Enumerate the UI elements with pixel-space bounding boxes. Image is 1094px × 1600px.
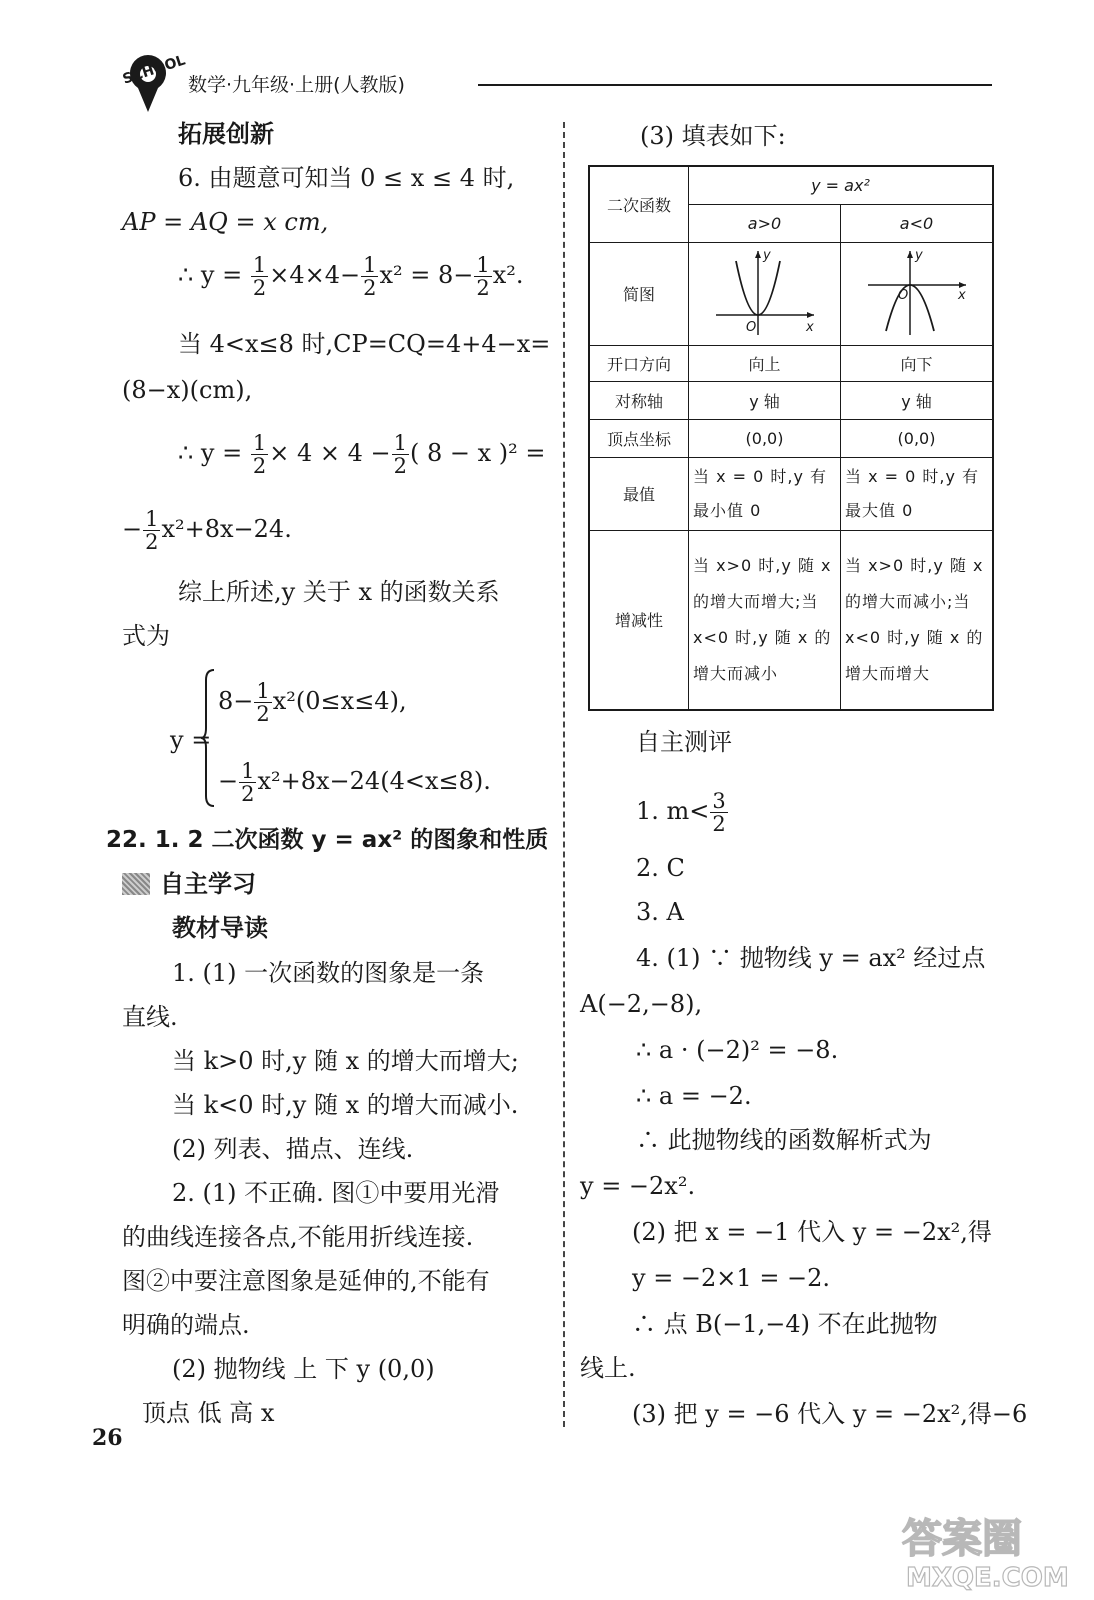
extreme-positive: 当 x = 0 时,y 有最小值 0: [689, 457, 841, 530]
page-number: 26: [92, 1425, 123, 1451]
right-line: (2) 把 x = −1 代入 y = −2x²,得: [632, 1218, 992, 1246]
row-axis-label: 对称轴: [589, 381, 689, 419]
left-line: 当 k<0 时,y 随 x 的增大而减小.: [172, 1091, 519, 1119]
th-expression: y = ax²: [689, 166, 994, 204]
left-line: 图②中要注意图象是延伸的,不能有: [122, 1267, 490, 1295]
heading-jiaocai: 教材导读: [172, 914, 268, 942]
row-open-label: 开口方向: [589, 345, 689, 381]
heading-tuozhan: 拓展创新: [178, 120, 274, 148]
left-line: 明确的端点.: [122, 1311, 250, 1339]
vertex-positive: (0,0): [689, 419, 841, 457]
row-vertex-label: 顶点坐标: [589, 419, 689, 457]
section-marker: [122, 873, 150, 895]
th-a-positive: a>0: [689, 204, 841, 242]
right-line: ∴ 点 B(−1,−4) 不在此抛物: [632, 1310, 938, 1338]
graph-x-label: x: [805, 319, 814, 335]
axis-positive: y 轴: [689, 381, 841, 419]
piecewise-case-2: − $\frac{1}{2}$ x²+8x−24(4<x≤8).: [218, 759, 491, 807]
piecewise-brace: [200, 668, 216, 808]
right-line: y = −2x².: [580, 1172, 696, 1200]
watermark-top: 答案圈: [902, 1516, 1022, 1562]
q6-line-9: 式为: [122, 622, 170, 650]
graph-origin-label: O: [745, 319, 756, 335]
watermark-logo: [896, 1508, 1076, 1592]
row-graph-label: 简图: [589, 242, 689, 345]
right-line: 2. C: [636, 854, 685, 882]
axis-negative: y 轴: [841, 381, 994, 419]
table-intro: (3) 填表如下:: [640, 122, 786, 150]
open-positive: 向上: [689, 345, 841, 381]
right-line: 4. (1) ∵ 抛物线 y = ax² 经过点: [636, 944, 986, 972]
graph-down: [841, 242, 994, 345]
answer-1: 1. m< $\frac{3}{2}$: [636, 789, 726, 837]
column-divider: [563, 122, 565, 1427]
header-rule: [478, 84, 992, 86]
row-monotonic-label: 增减性: [589, 530, 689, 710]
right-line: ∴ a · (−2)² = −8.: [636, 1036, 839, 1064]
q6-line-4: 当 4<x≤8 时,CP=CQ=4+4−x=: [178, 330, 551, 358]
right-line: ∴ a = −2.: [636, 1082, 752, 1110]
right-line: (3) 把 y = −6 代入 y = −2x²,得−6: [632, 1400, 1028, 1428]
left-line: 2. (1) 不正确. 图①中要用光滑: [172, 1179, 500, 1207]
heading-zizhu-ceping: 自主测评: [636, 728, 732, 756]
logo-text: SCHOOL: [120, 52, 188, 88]
graph-origin-label: O: [897, 287, 908, 303]
section-title: 22. 1. 2 二次函数 y = ax² 的图象和性质: [106, 827, 549, 853]
right-line: 线上.: [580, 1354, 636, 1382]
right-line: 3. A: [636, 898, 684, 926]
open-negative: 向下: [841, 345, 994, 381]
left-line: 顶点 低 高 x: [142, 1399, 275, 1427]
right-line: y = −2×1 = −2.: [632, 1264, 831, 1292]
q6-line-1: 6. 由题意可知当 0 ≤ x ≤ 4 时,: [178, 164, 515, 192]
parabola-up-graph: [710, 245, 820, 339]
parabola-down-graph: [862, 245, 972, 339]
monotonic-positive: 当 x>0 时,y 随 x 的增大而增大;当 x<0 时,y 随 x 的增大而减小: [689, 530, 841, 710]
q6-line-8: 综上所述,y 关于 x 的函数关系: [178, 578, 500, 606]
running-header: 数学·九年级·上册(人教版): [188, 74, 405, 96]
graph-x-label: x: [957, 287, 966, 303]
heading-zizhu-xuexi: 自主学习: [122, 868, 256, 900]
q6-formula-1: ∴ y = $\frac{1}{2}$ ×4×4− $\frac{1}{2}$ x² = 8− $\frac{1}{2}$ x².: [178, 253, 524, 301]
th-function: 二次函数: [589, 166, 689, 242]
right-line: A(−2,−8),: [580, 990, 703, 1018]
left-line: 的曲线连接各点,不能用折线连接.: [122, 1223, 474, 1251]
graph-up: [689, 242, 841, 345]
right-line: ∴ 此抛物线的函数解析式为: [636, 1126, 932, 1154]
monotonic-negative: 当 x>0 时,y 随 x 的增大而减小;当 x<0 时,y 随 x 的增大而增大: [841, 530, 994, 710]
left-line: 1. (1) 一次函数的图象是一条: [172, 959, 485, 987]
q6-line-5: (8−x)(cm),: [122, 376, 253, 404]
watermark-bottom: MXQE.COM: [906, 1563, 1069, 1592]
q6-formula-2: ∴ y = $\frac{1}{2}$ × 4 × 4 − $\frac{1}{2}$ ( 8 − x )² =: [178, 431, 546, 479]
row-extreme-label: 最值: [589, 457, 689, 530]
q6-line-2: AP = AQ = x cm,: [122, 208, 329, 236]
graph-y-label: y: [914, 247, 923, 263]
vertex-negative: (0,0): [841, 419, 994, 457]
left-line: 当 k>0 时,y 随 x 的增大而增大;: [172, 1047, 519, 1075]
extreme-negative: 当 x = 0 时,y 有最大值 0: [841, 457, 994, 530]
left-line: (2) 抛物线 上 下 y (0,0): [172, 1355, 435, 1383]
school-logo: [118, 52, 188, 114]
graph-y-label: y: [762, 247, 771, 263]
piecewise-case-1: 8− $\frac{1}{2}$ x²(0≤x≤4),: [218, 679, 407, 727]
q6-formula-3: − $\frac{1}{2}$ x²+8x−24.: [122, 507, 292, 555]
left-line: 直线.: [122, 1003, 178, 1031]
piecewise-y: y =: [170, 726, 212, 754]
left-line: (2) 列表、描点、连线.: [172, 1135, 414, 1163]
properties-table: [588, 165, 994, 711]
th-a-negative: a<0: [841, 204, 994, 242]
